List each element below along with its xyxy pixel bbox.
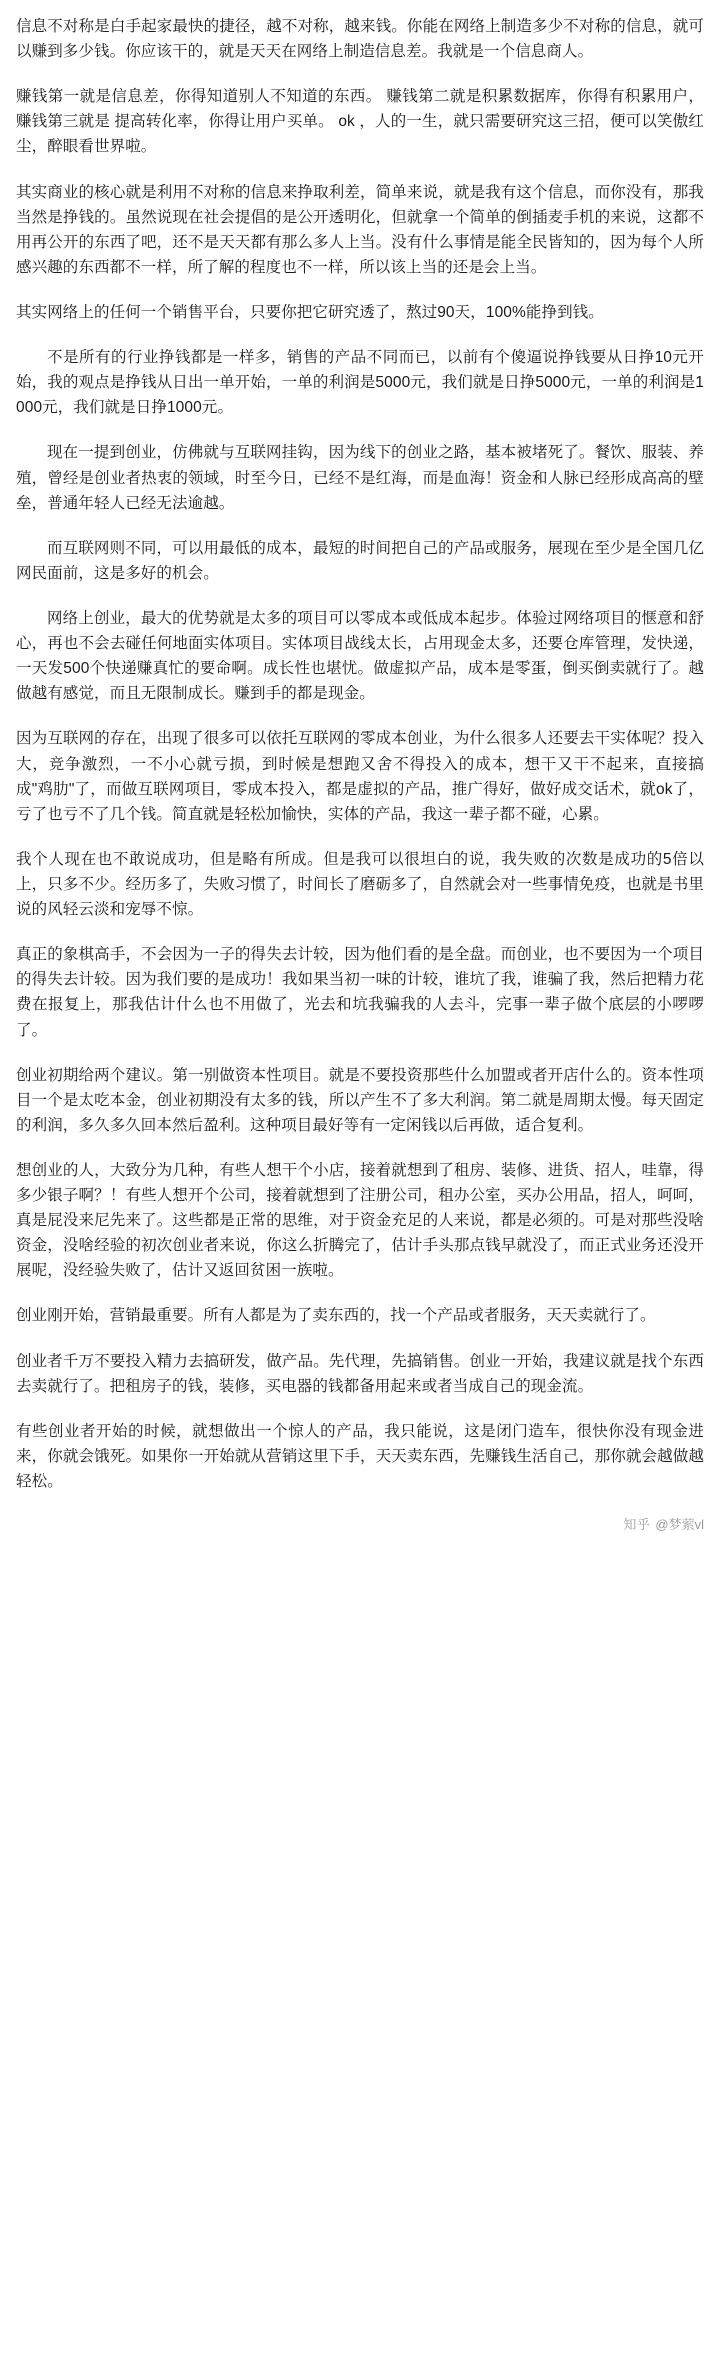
paragraph: 信息不对称是白手起家最快的捷径，越不对称，越来钱。你能在网络上制造多少不对称的信息，就可以赚到多少钱。你应该干的，就是天天在网络上制造信息差。我就是一个信息商人。 [16,18,704,61]
paragraph: 而互联网则不同，可以用最低的成本，最短的时间把自己的产品或服务，展现在至少是全国几亿网民面前，这是多好的机会。 [16,539,704,582]
paragraph: 想创业的人，大致分为几种，有些人想干个小店，接着就想到了租房、装修、进货、招人，哇靠，得多少银子啊？！有些人想开个公司，接着就想到了注册公司，租办公室，买办公用品，招人，呵呵，真是屁没来尼先来了。这些都是正常的思维，对于资金充足的人来说，都是必须的。可是对那些没啥资金，没啥经验的初次创业者来说，你这么折腾完了，估计手头那点钱早就没了，而正式业务还没开展呢，没经验失败了，估计又返回贫困一族啦。 [16,1161,704,1280]
paragraph: 创业刚开始，营销最重要。所有人都是为了卖东西的，找一个产品或者服务，天天卖就行了。 [16,1307,656,1325]
paragraph: 真正的象棋高手，不会因为一子的得失去计较，因为他们看的是全盘。而创业，也不要因为一个项目的得失去计较。因为我们要的是成功！我如果当初一味的计较，谁坑了我，谁骗了我，然后把精力花费在报复上，那我估计什么也不用做了，光去和坑我骗我的人去斗，完事一辈子做个底层的小啰啰了。 [16,946,704,1039]
paragraph: 其实商业的核心就是利用不对称的信息来挣取利差，简单来说，就是我有这个信息，而你没有，那我当然是挣钱的。虽然说现在社会提倡的是公开透明化，但就拿一个简单的倒插麦手机的来说，这都不用再公开的东西了吧，还不是天天都有那么多人上当。没有什么事情是能全民皆知的，因为每个人所感兴趣的东西都不一样，所了解的程度也不一样，所以该上当的还是会上当。 [16,183,704,276]
paragraph: 不是所有的行业挣钱都是一样多，销售的产品不同而已，以前有个傻逼说挣钱要从日挣10元开始，我的观点是挣钱从日出一单开始，一单的利润是5000元，我们就是日挣5000元，一单的利润是1000元，我们就是日挣1000元。 [16,349,704,417]
zhihu-watermark [623,1514,704,1533]
paragraph: 创业者千万不要投入精力去搞研发，做产品。先代理，先搞销售。创业一开始，我建议就是找个东西去卖就行了。把租房子的钱，装修，买电器的钱都备用起来或者当成自己的现金流。 [16,1352,704,1395]
zhihu-author-handle: @梦萦vl [655,1517,704,1533]
paragraph: 有些创业者开始的时候，就想做出一个惊人的产品，我只能说，这是闭门造车，很快你没有现金进来，你就会饿死。如果你一开始就从营销这里下手，天天卖东西，先赚钱生活自己，那你就会越做越轻松。 [16,1422,704,1491]
paragraph: 网络上创业，最大的优势就是太多的项目可以零成本或低成本起步。体验过网络项目的惬意和舒心，再也不会去碰任何地面实体项目。实体项目战线太长，占用现金太多，还要仓库管理，发快递，一天发500个快递赚真忙的要命啊。成长性也堪忧。做虚拟产品，成本是零蛋，倒买倒卖就行了。越做越有感觉，而且无限制成长。赚到手的都是现金。 [16,609,704,703]
paragraph: 创业初期给两个建议。第一别做资本性项目。就是不要投资那些什么加盟或者开店什么的。资本性项目一个是太吃本金，创业初期没有太多的钱，所以产生不了多大利润。第二就是周期太慢。每天固定的利润，多久多久回本然后盈利。这种项目最好等有一定闲钱以后再做，适合复利。 [16,1066,704,1134]
paragraph: 现在一提到创业，仿佛就与互联网挂钩，因为线下的创业之路，基本被堵死了。餐饮、服装、养殖，曾经是创业者热衷的领域，时至今日，已经不是红海，而是血海！资金和人脉已经形成高高的壁垒，普通年轻人已经无法逾越。 [16,444,704,512]
zhihu-logo: 知乎 [623,1517,651,1533]
paragraph: 其实网络上的任何一个销售平台，只要你把它研究透了，熬过90天，100%能挣到钱。 [16,303,604,321]
paragraph: 赚钱第一就是信息差，你得知道别人不知道的东西。 赚钱第二就是积累数据库，你得有积累用户， 赚钱第三就是 提高转化率，你得让用户买单。 ok ，人的一生，就只需要研究这三招，便可以笑傲红尘，醉眼看世界啦。 [16,88,704,156]
watermark-bar [0,1508,720,1543]
paragraph: 我个人现在也不敢说成功，但是略有所成。但是我可以很坦白的说，我失败的次数是成功的5倍以上，只多不少。经历多了，失败习惯了，时间长了磨砺多了，自然就会对一些事情免疫，也就是书里说的风轻云淡和宠辱不惊。 [16,850,704,919]
paragraph: 因为互联网的存在，出现了很多可以依托互联网的零成本创业，为什么很多人还要去干实体呢？投入大，竞争激烈，一不小心就亏损，到时候是想跑又舍不得投入的成本，想干又干不起来，直接搞成"鸡肋"了，而做互联网项目，零成本投入，都是虚拟的产品，推广得好，做好成交话术，就ok了，亏了也亏不了几个钱。简直就是轻松加愉快，实体的产品，我这一辈子都不碰，心累。 [16,730,704,823]
